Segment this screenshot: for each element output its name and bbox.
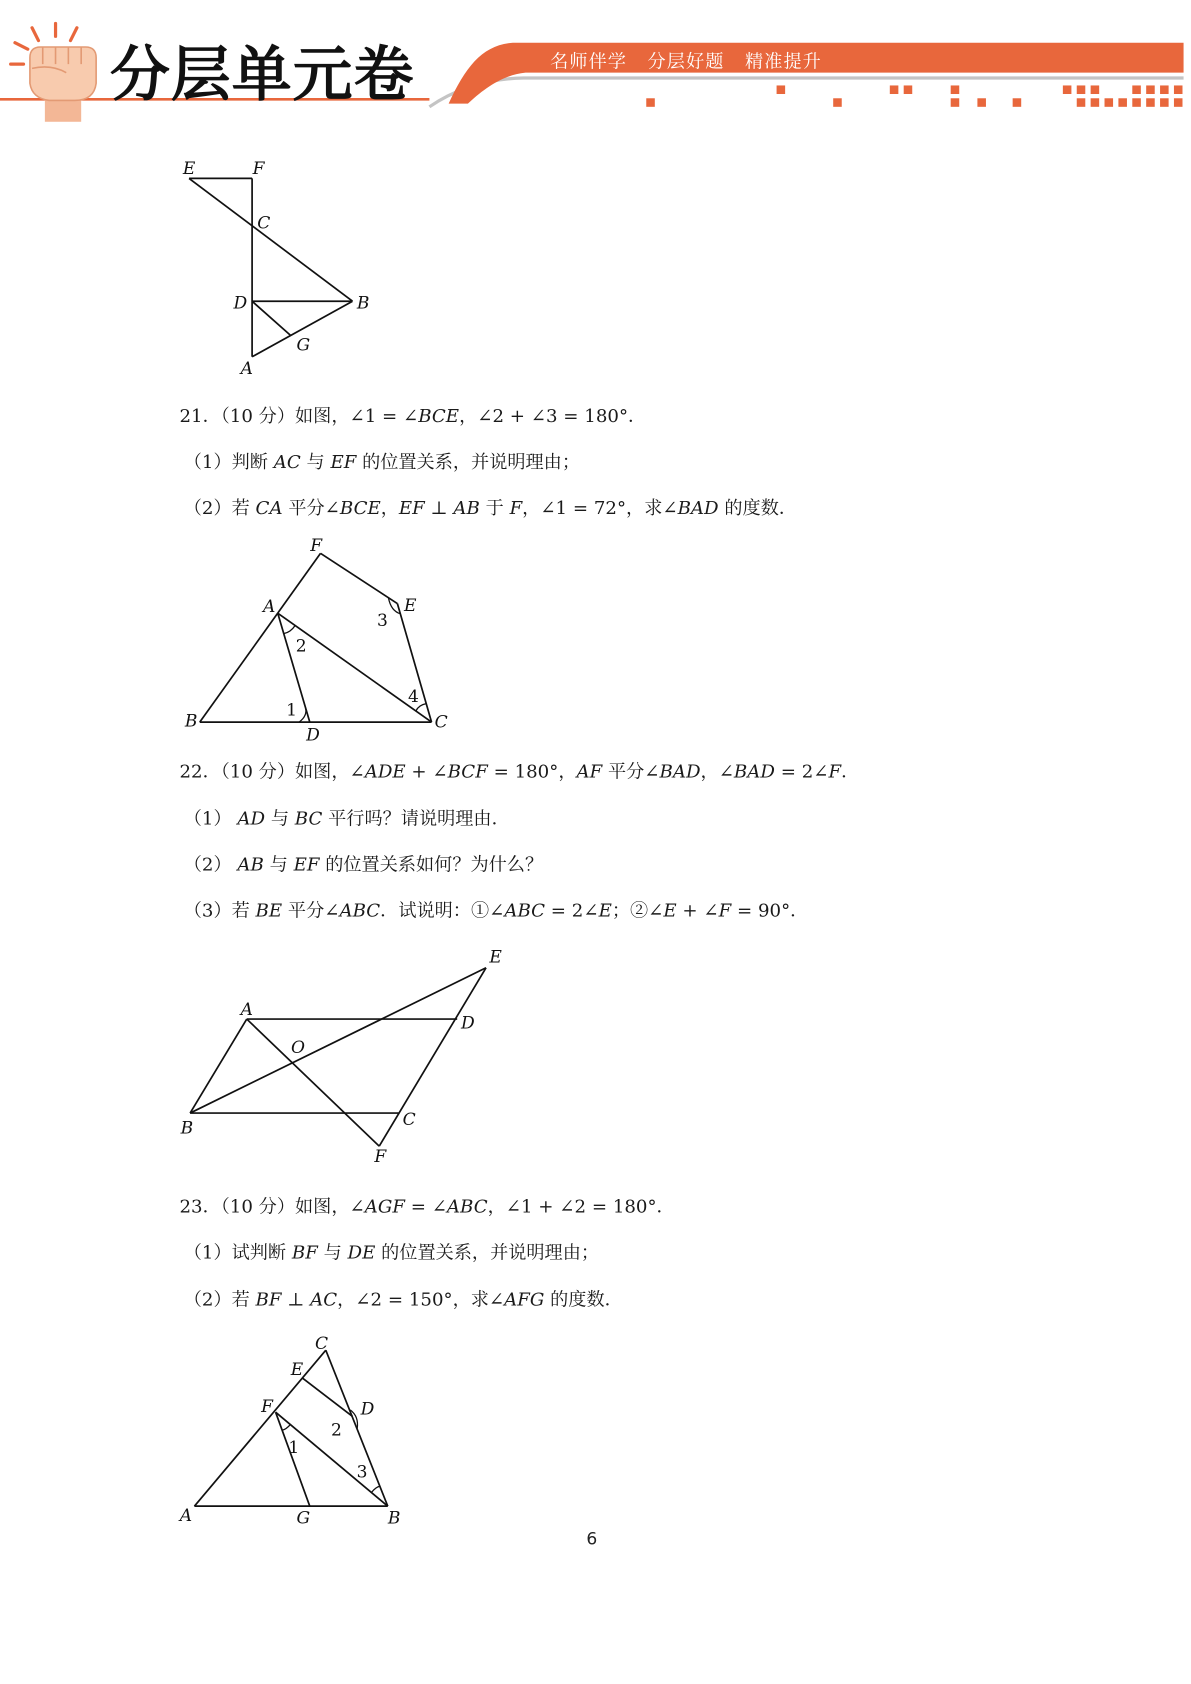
problem-21-stem: 21．（10 分）如图，∠1 = ∠BCE，∠2 + ∠3 = 180°． [179,405,647,428]
math-variable: E [663,900,677,922]
math-variable: BF [255,1289,282,1311]
math-variable: AC [273,451,301,474]
segment-af [247,1019,379,1146]
math-variable: AC [310,1289,338,1311]
segment-dg [252,301,290,335]
square-pattern [646,85,1182,106]
problem-23-part-1: （1）试判断 BF 与 DE 的位置关系，并说明理由； [183,1242,600,1264]
figure-problem-22 [180,947,503,1167]
problem-22-part-3: （3）若 BE 平分∠ABC．试说明：①∠ABC = 2∠E；②∠E + ∠F = 90°． [183,900,809,922]
angle-arc-1 [299,708,306,722]
point-label-c: C [402,1109,416,1130]
math-variable: BCE [339,497,381,520]
figure-problem-23 [178,1334,401,1528]
math-variable: AB [237,854,264,876]
point-label-d: D [461,1013,475,1034]
point-label-d: D [360,1399,375,1420]
segment-eb [189,178,352,301]
point-label-f: F [374,1147,387,1168]
page-number: 6 [586,1528,598,1549]
problem-21-part-1: （1）判断 AC 与 EF 的位置关系，并说明理由； [183,451,580,474]
point-label-o: O [291,1038,306,1059]
segment-ac [194,1350,325,1506]
math-variable: AGF [364,1196,405,1218]
point-label-b: B [184,711,198,732]
point-label-c: C [434,712,448,733]
math-variable: ABC [504,900,546,922]
problem-23-stem: 23．（10 分）如图，∠AGF = ∠ABC，∠1 + ∠2 = 180°． [179,1196,675,1218]
math-variable: AB [453,497,480,520]
math-variable: BC [294,808,323,830]
math-variable: BAD [659,761,701,783]
point-label-d: D [306,725,320,746]
point-label-b: B [180,1118,194,1139]
math-variable: EF [330,451,357,474]
point-label-d: D [233,293,248,314]
math-variable: F [718,900,732,922]
math-variable: EF [398,497,425,520]
problem-23-part-2: （2）若 BF ⊥ AC，∠2 = 150°，求∠AFG 的度数． [183,1289,623,1311]
segment-fe [320,553,397,603]
point-label-f: F [252,159,265,180]
math-variable: CA [255,497,283,520]
angle-label-4: 4 [407,686,419,707]
point-label-a: A [240,358,253,379]
point-label-c: C [314,1334,329,1355]
angle-label-1: 1 [288,1437,300,1458]
point-label-e: E [489,947,502,968]
point-label-f: F [310,536,323,557]
point-label-a: A [263,597,276,618]
math-variable: EF [293,854,320,876]
raised-fist-icon [11,24,96,122]
math-variable: BCE [418,405,460,428]
problem-22-part-2: （2） AB 与 EF 的位置关系如何？为什么？ [183,854,544,876]
point-label-b: B [387,1508,401,1529]
math-variable: F [509,497,523,520]
math-variable: BCF [447,761,488,783]
page-title: 分层单元卷 [110,40,415,111]
point-label-c: C [257,213,271,234]
math-variable: F [828,761,842,783]
math-variable: BAD [677,497,719,520]
point-label-g: G [296,1508,311,1529]
point-label-e: E [182,159,196,180]
angle-label-2: 2 [295,636,307,657]
math-variable: AFG [504,1289,545,1311]
angle-arc-1 [282,1425,290,1431]
header-slogan: 名师伴学 分层好题 精准提升 [550,51,822,73]
angle-label-2: 2 [331,1420,342,1441]
point-label-a: A [179,1506,193,1527]
point-label-a: A [240,999,253,1020]
math-variable: BAD [733,761,775,783]
math-variable: ABC [446,1196,488,1218]
math-variable: AD [237,808,266,830]
segment-af [278,553,321,613]
math-variable: AF [576,761,603,783]
math-variable: DE [347,1242,376,1264]
math-variable: BE [255,900,283,922]
point-label-e: E [290,1359,304,1380]
angle-label-3: 3 [376,610,388,631]
point-label-g: G [296,335,311,356]
point-label-f: F [261,1397,273,1418]
angle-arc-3 [371,1486,379,1492]
problem-22-part-1: （1） AD 与 BC 平行吗？请说明理由． [183,808,510,830]
angle-label-1: 1 [286,700,298,721]
problem-22-stem: 22．（10 分）如图，∠ADE + ∠BCF = 180°，AF 平分∠BAD，∠BAD = 2∠F． [179,761,860,783]
angle-label-3: 3 [356,1462,368,1483]
point-label-b: B [356,293,370,314]
math-variable: E [598,900,612,922]
angle-arc-2 [284,626,295,634]
figure-problem-21 [184,536,448,745]
math-variable: ABC [339,900,381,922]
math-variable: BF [291,1242,318,1264]
figure-problem-20 [182,159,370,379]
segment-ba [200,613,278,722]
problem-21-part-2: （2）若 CA 平分∠BCE，EF ⊥ AB 于 F，∠1 = 72°，求∠BAD 的度数． [183,497,798,520]
math-variable: ADE [364,761,406,783]
point-label-e: E [403,596,417,617]
